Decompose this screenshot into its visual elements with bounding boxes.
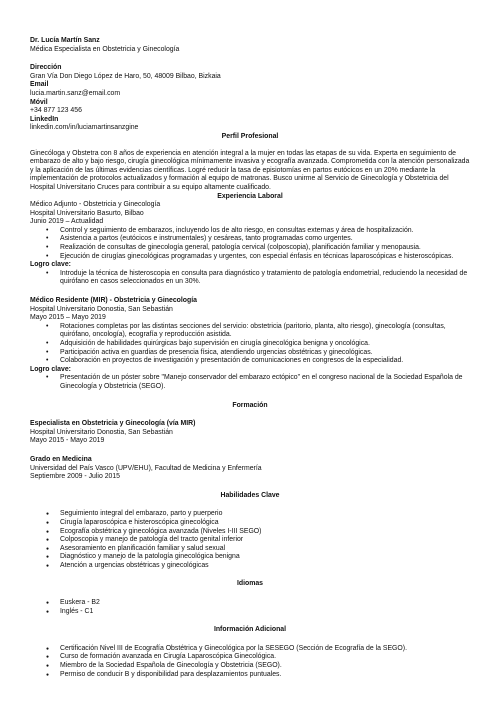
job-dates: Mayo 2015 – Mayo 2019 [30,314,106,322]
profile-heading: Perfil Profesional [221,132,279,140]
linkedin-value[interactable]: linkedin.com/in/luciamartinsanzgine [30,124,139,132]
skills-list [30,510,470,570]
achievement-list [30,374,470,391]
job-task-list [30,227,470,261]
list-item: ● Atención a urgencias obstétricas y ginecológicas [30,562,470,571]
education-item-2 [30,456,470,482]
list-item: • Realización de consultas de ginecología general, patología cervical (colposcopia), planificación familiar y menopausia. [30,244,470,253]
job-task-list [30,323,470,366]
list-item: ● Asesoramiento en planificación familiar y salud sexual [30,545,470,554]
list-item: • Colaboración en proyectos de investigación y presentación de comunicaciones en congresos de la especialidad. [30,357,470,366]
list-item: • Introduje la técnica de histeroscopia en consulta para diagnóstico y tratamiento de patología endometrial, reduciendo la necesidad de quirófano en casos seleccionados en un 30%. [30,270,470,287]
list-item: ● Seguimiento integral del embarazo, parto y puerperio [30,510,470,519]
list-item: ● Euskera - B2 [30,599,470,608]
job-place: Hospital Universitario Donostia, San Sebastián [30,305,173,313]
skills-heading: Habilidades Clave [220,491,280,499]
job-role: Médico Adjunto - Obstetricia y Ginecología [30,201,161,209]
education-title: Grado en Medicina [30,455,92,463]
list-item: ● Ecografía obstétrica y ginecológica avanzada (Niveles I-III SEGO) [30,528,470,537]
phone-label: Móvil [30,98,48,106]
job-dates: Junio 2019 – Actualidad [30,218,104,226]
education-dates: Septiembre 2009 - Julio 2015 [30,473,121,481]
education-place: Universidad del País Vasco (UPV/EHU), Facultad de Medicina y Enfermería [30,464,262,472]
profile-text: Ginecóloga y Obstetra con 8 años de experiencia en atención integral a la mujer en todas las etapas de su vida. Experta en seguimiento de embarazo de alto y bajo riesgo, cirugía ginecológica mínimamente invasiva y ecografía avanzada. Comprometida con la atención personalizada y la aplicación de las últimas evidencias científicas. Logré reducir la tasa de episiotomías en partos eutócicos en un 20% mediante la implementación de protocolos actualizados y formación al equipo de matronas. Busco unirme al Servicio de Ginecología y Obstetricia del Hospital Universitario Cruces para contribuir a su equipo altamente cualificado. [30,149,470,191]
list-item: • Control y seguimiento de embarazos, incluyendo los de alto riesgo, en consultas externas y área de hospitalización. [30,227,470,236]
job-2 [30,297,470,392]
languages-heading: Idiomas [236,580,264,588]
education-place: Hospital Universitario Donostia, San Sebastián [30,428,173,436]
achievement-list [30,270,470,287]
languages-list [30,599,470,616]
education-heading: Formación [232,401,268,409]
list-item: ● Miembro de la Sociedad Española de Ginecología y Obstetricia (SEGO). [30,662,470,671]
list-item: ● Curso de formación avanzada en Cirugía Laparoscópica Ginecológica. [30,653,470,662]
education-title: Especialista en Obstetricia y Ginecología (vía MIR) [30,420,196,428]
list-item: ● Cirugía laparoscópica e histeroscópica ginecológica [30,519,470,528]
list-item: • Asistencia a partos (eutócicos e instrumentales) y cesáreas, tanto programadas como urgentes. [30,235,470,244]
header-section [30,37,470,133]
achievement-label: Logro clave: [30,365,71,373]
achievement-label: Logro clave: [30,261,71,269]
linkedin-label: LinkedIn [30,115,59,123]
additional-heading: Información Adicional [213,626,287,634]
job-1 [30,201,470,287]
list-item: ● Colposcopia y manejo de patología del tracto genital inferior [30,536,470,545]
list-item: ● Permiso de conducir B y disponibilidad para desplazamientos puntuales. [30,671,470,680]
email-label: Email [30,81,49,89]
job-role: Médico Residente (MIR) - Obstetricia y Ginecología [30,297,197,305]
address-value: Gran Vía Don Diego López de Haro, 50, 48009 Bilbao, Bizkaia [30,72,221,80]
additional-list [30,645,470,679]
list-item: • Adquisición de habilidades quirúrgicas bajo supervisión en cirugía ginecológica benigna y oncológica. [30,340,470,349]
list-item: • Participación activa en guardias de presencia física, atendiendo urgencias obstétricas y ginecológicas. [30,349,470,358]
phone-value: +34 877 123 456 [30,107,82,115]
candidate-title: Médica Especialista en Obstetricia y Ginecología [30,45,180,53]
list-item: ● Certificación Nivel III de Ecografía Obstétrica y Ginecológica por la SESEGO (Sección de Ecografía de la SEGO). [30,645,470,654]
education-dates: Mayo 2015 - Mayo 2019 [30,437,105,445]
education-item-1 [30,420,470,446]
address-label: Dirección [30,64,62,72]
list-item: • Rotaciones completas por las distintas secciones del servicio: obstetricia (paritorio, planta, alto riesgo), ginecología (consultas, quirófano, oncología), ecografía y reproducción asistida. [30,323,470,340]
list-item: • Ejecución de cirugías ginecológicas programadas y urgentes, con especial énfasis en técnicas laparoscópicas e histeroscópicas. [30,253,470,262]
job-place: Hospital Universitario Basurto, Bilbao [30,209,144,217]
list-item: • Presentación de un póster sobre "Manejo conservador del embarazo ectópico" en el congreso nacional de la Sociedad Española de Ginecología y Obstetricia (SEGO). [30,374,470,391]
list-item: ● Inglés - C1 [30,608,470,617]
list-item: ● Diagnóstico y manejo de la patología ginecológica benigna [30,553,470,562]
email-value[interactable]: lucia.martin.sanz@email.com [30,89,121,97]
experience-heading: Experiencia Laboral [217,192,283,200]
candidate-name: Dr. Lucía Martín Sanz [30,37,100,44]
